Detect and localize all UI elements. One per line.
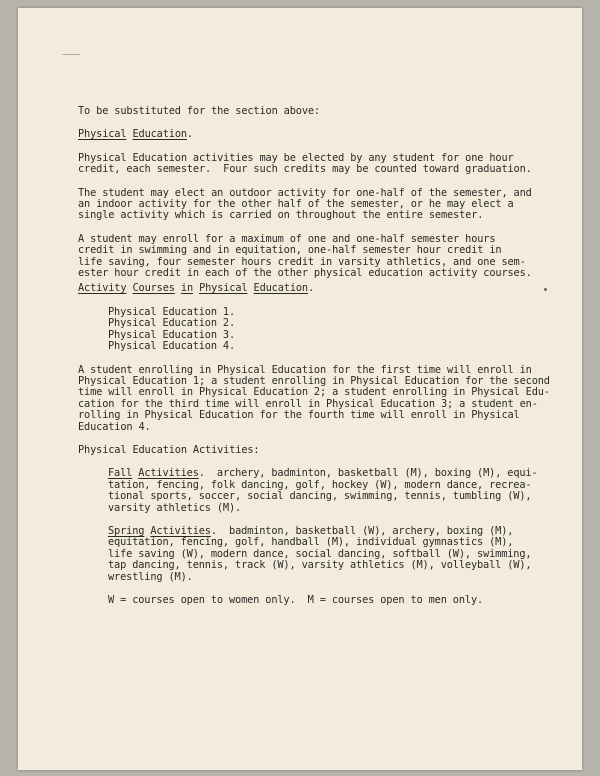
para2-line: The student may elect an outdoor activity for one-half of the semester, and [78, 186, 532, 199]
fall-first-line-text: archery, badminton, basketball (M), boxing (M), equi- [216, 467, 538, 480]
para4-line: A student enrolling in Physical Education for the first time will enroll in [78, 363, 532, 376]
para3-line: ester hour credit in each of the other physical education activity courses. [78, 267, 532, 280]
section-heading: Physical Education. [78, 128, 193, 141]
spring-label-word: Activities [150, 524, 211, 537]
para4-line: cation for the third time will enroll in Physical Education 3; a student en- [78, 397, 538, 410]
fall-activities-line: tional sports, soccer, social dancing, swimming, tennis, tumbling (W), [108, 490, 532, 503]
fall-activities-line: tation, fencing, folk dancing, golf, hockey (W), modern dance, recrea- [108, 478, 532, 491]
courses-heading-word: Physical [199, 282, 248, 295]
activities-heading: Physical Education Activities: [78, 443, 260, 456]
para3-line: life saving, four semester hours credit in varsity athletics, and one sem- [78, 255, 526, 268]
courses-heading-word: Activity [78, 282, 127, 295]
courses-heading-word: Courses [132, 282, 175, 295]
spring-activities-line: equitation, fencing, golf, handball (M), individual gymnastics (M), [108, 536, 514, 549]
para4-line: time will enroll in Physical Education 2; a student enrolling in Physical Edu- [78, 386, 550, 399]
legend-line: W = courses open to women only. M = courses open to men only. [108, 594, 484, 606]
spring-activities-line: tap dancing, tennis, track (W), varsity athletics (M), volleyball (W), [108, 559, 532, 572]
spring-activities-line: wrestling (M). [108, 570, 193, 583]
para4-line: Education 4. [78, 420, 151, 433]
para4-line: rolling in Physical Education for the fourth time will enroll in Physical [78, 409, 520, 422]
typed-text-body [78, 105, 550, 606]
fall-label-word: Fall [108, 467, 133, 480]
para1-line: credit, each semester. Four such credits may be counted toward graduation. [78, 163, 532, 176]
para4-line: Physical Education 1; a student enrolling in Physical Education for the second [78, 374, 550, 387]
intro-line: To be substituted for the section above: [78, 105, 320, 117]
courses-heading-word: in [180, 282, 193, 295]
heading-word: Education [132, 128, 187, 141]
para2-line: single activity which is carried on throughout the entire semester. [78, 209, 484, 222]
pencil-mark [62, 54, 80, 55]
spring-activities-first-line: Spring Activities. badminton, basketball (W), archery, boxing (M), [108, 524, 514, 537]
para3-line: A student may enroll for a maximum of one and one-half semester hours [78, 232, 496, 245]
course-item: Physical Education 3. [108, 328, 236, 341]
spring-activities-line: life saving (W), modern dance, social dancing, softball (W), swimming, [108, 547, 532, 560]
heading-word: Physical [78, 128, 127, 141]
para1-line: Physical Education activities may be elected by any student for one hour [78, 151, 514, 164]
fall-activities-line: varsity athletics (M). [108, 501, 242, 514]
spring-label-word: Spring [108, 524, 145, 537]
courses-heading: Activity Courses in Physical Education. [78, 282, 315, 295]
margin-dot [544, 288, 547, 291]
spring-first-line-text: badminton, basketball (W), archery, boxing (M), [229, 524, 514, 537]
para2-line: an indoor activity for the other half of the semester, or he may elect a [78, 198, 514, 211]
course-item: Physical Education 4. [108, 340, 236, 353]
course-item: Physical Education 1. [108, 305, 236, 318]
para3-line: credit in swimming and in equitation, one-half semester hour credit in [78, 244, 502, 257]
fall-activities-first-line: Fall Activities. archery, badminton, basketball (M), boxing (M), equi- [108, 467, 538, 480]
courses-heading-word: Education [253, 282, 308, 295]
course-item: Physical Education 2. [108, 317, 236, 330]
fall-label-word: Activities [138, 467, 199, 480]
